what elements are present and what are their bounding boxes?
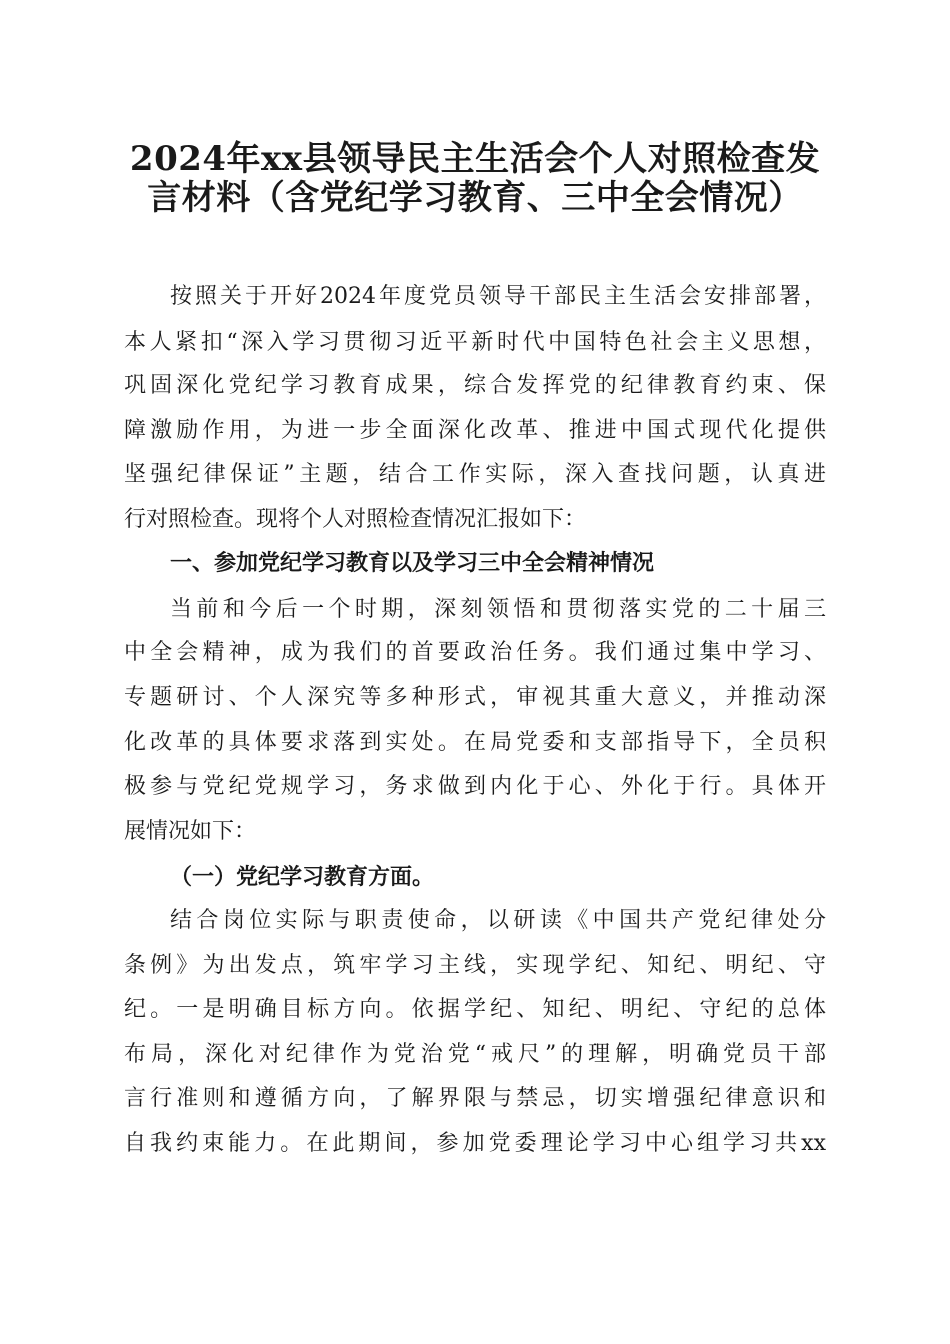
document-title-line-2: 言材料（含党纪学习教育、三中全会情况） bbox=[147, 178, 803, 218]
subsection1-line-2: 条例》为出发点，筑牢学习主线，实现学纪、知纪、明纪、守 bbox=[124, 953, 826, 978]
subsection1-line-1: 结合岗位实际与职责使命，以研读《中国共产党纪律处分 bbox=[170, 908, 826, 933]
section1-line-2: 中全会精神，成为我们的首要政治任务。我们通过集中学习、 bbox=[124, 640, 826, 665]
section1-line-6: 展情况如下： bbox=[124, 819, 257, 844]
intro-line-3: 巩固深化党纪学习教育成果，综合发挥党的纪律教育约束、保 bbox=[124, 373, 826, 398]
intro-line-4: 障激励作用，为进一步全面深化改革、推进中国式现代化提供 bbox=[124, 418, 826, 443]
subsection1-line-6: 自我约束能力。在此期间，参加党委理论学习中心组学习共xx bbox=[124, 1131, 826, 1156]
document-title-line-1: 2024年xx县领导民主生活会个人对照检查发 bbox=[129, 139, 821, 179]
subsection1-line-4: 布局，深化对纪律作为党治党“戒尺”的理解，明确党员干部 bbox=[124, 1042, 826, 1067]
subsection1-line-3: 纪。一是明确目标方向。依据学纪、知纪、明纪、守纪的总体 bbox=[124, 997, 826, 1022]
section1-line-5: 极参与党纪党规学习，务求做到内化于心、外化于行。具体开 bbox=[124, 774, 826, 799]
section1-line-4: 化改革的具体要求落到实处。在局党委和支部指导下，全员积 bbox=[124, 730, 826, 755]
intro-line-1: 按照关于开好2024年度党员领导干部民主生活会安排部署， bbox=[170, 284, 826, 309]
section-heading-1: 一、参加党纪学习教育以及学习三中全会精神情况 bbox=[170, 551, 655, 576]
subsection-heading-1: （一）党纪学习教育方面。 bbox=[170, 864, 435, 890]
section1-line-3: 专题研讨、个人深究等多种形式，审视其重大意义，并推动深 bbox=[124, 685, 826, 710]
intro-line-5: 坚强纪律保证”主题，结合工作实际，深入查找问题，认真进 bbox=[124, 462, 826, 487]
section1-line-1: 当前和今后一个时期，深刻领悟和贯彻落实党的二十届三 bbox=[170, 597, 826, 622]
intro-line-2: 本人紧扣“深入学习贯彻习近平新时代中国特色社会主义思想， bbox=[124, 330, 826, 355]
intro-line-6: 行对照检查。现将个人对照检查情况汇报如下： bbox=[124, 507, 587, 532]
subsection1-line-5: 言行准则和遵循方向，了解界限与禁忌，切实增强纪律意识和 bbox=[124, 1086, 826, 1111]
